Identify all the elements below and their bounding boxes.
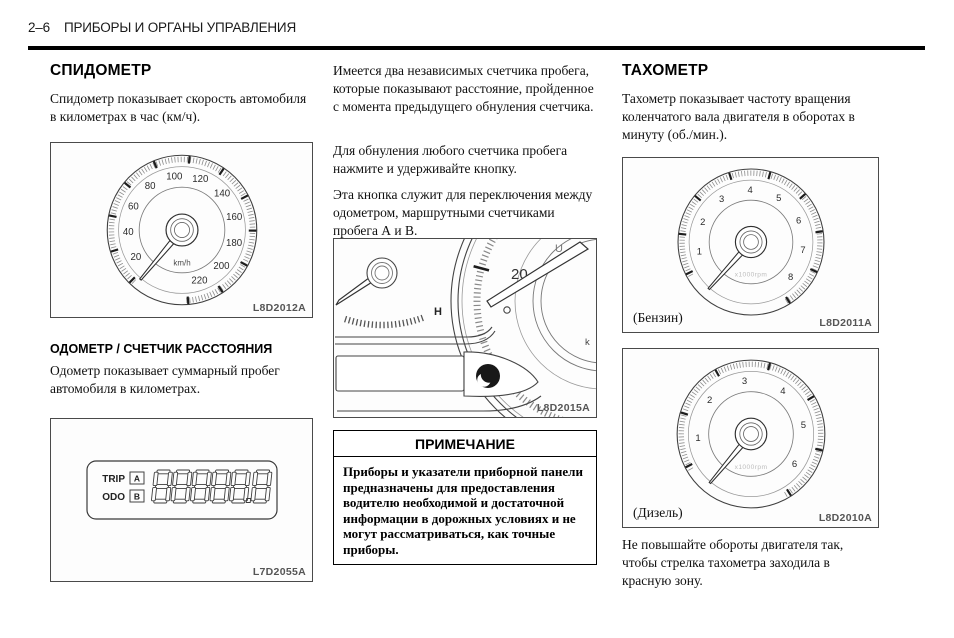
figure-code: L8D2011A <box>819 317 872 329</box>
svg-text:2: 2 <box>699 215 705 227</box>
rpm-unit-label: x1000rpm <box>734 271 767 279</box>
figure-code: L7D2055A <box>252 566 306 578</box>
cluster-closeup-drawing <box>335 239 596 417</box>
tachometer-petrol-figure <box>622 157 879 333</box>
odometer-heading: ОДОМЕТР / СЧЕТЧИК РАССТОЯНИЯ <box>50 342 273 356</box>
svg-text:6: 6 <box>795 214 801 226</box>
k-glyph: k <box>584 337 590 348</box>
svg-text:8: 8 <box>787 270 793 282</box>
svg-text:140: 140 <box>213 188 230 200</box>
svg-text:4: 4 <box>779 386 786 398</box>
tachometer-diesel-gauge <box>668 351 834 517</box>
svg-text:3: 3 <box>741 375 747 387</box>
u-glyph: U <box>554 243 563 255</box>
odometer-display <box>51 419 312 581</box>
trip-counter-text-3: Эта кнопка служит для переключения между одометром, маршрутными счетчиками пробега А и В. <box>333 187 593 238</box>
tachometer-diesel-figure <box>622 348 879 528</box>
trip-counter-text-2: Для обнуления любого счетчика пробега нажмите и удерживайте кнопку. <box>333 143 568 176</box>
tachometer-petrol-gauge <box>669 160 833 324</box>
page-number: 2–6 <box>28 20 50 35</box>
knob-housing <box>464 352 538 396</box>
svg-text:3: 3 <box>718 192 724 204</box>
svg-text:180: 180 <box>225 238 242 250</box>
note-body: Приборы и указатели приборной панели предназначены для предоставления водителю необходимой и достаточной информации в дорожных условиях и не могут рассматриваться, как точные приборы. <box>343 464 583 557</box>
chapter-title: ПРИБОРЫ И ОРГАНЫ УПРАВЛЕНИЯ <box>63 20 296 35</box>
speed-unit-label: km/h <box>172 258 191 268</box>
trip-counter-text-1: Имеется два независимых счетчика пробега, которые показывают расстояние, пройденное с момента предыдущего обнуления счетчика. <box>333 63 594 114</box>
header-rule <box>28 46 925 50</box>
speedometer-gauge <box>98 146 266 314</box>
svg-text:6: 6 <box>791 458 797 470</box>
svg-text:5: 5 <box>800 420 806 432</box>
figure-code: L8D2012A <box>252 302 306 314</box>
bold-tick <box>473 266 488 270</box>
display-window <box>336 356 464 391</box>
svg-text:2: 2 <box>706 395 712 407</box>
needle-tip-dot <box>503 307 509 313</box>
svg-text:60: 60 <box>127 201 139 213</box>
tachometer-text: Тахометр показывает частоту вращения коленчатого вала двигателя в оборотах в минуту (об./мин.). <box>622 91 855 142</box>
tachometer-heading: ТАХОМЕТР <box>622 62 709 79</box>
figure-code: L8D2015A <box>536 402 590 414</box>
speedometer-figure <box>50 142 313 318</box>
svg-text:1: 1 <box>694 433 701 445</box>
svg-text:220: 220 <box>190 275 208 287</box>
page-header <box>28 20 925 35</box>
svg-text:4: 4 <box>746 184 753 196</box>
rpm-unit-label: x1000rpm <box>734 463 767 471</box>
speed-20-label: 20 <box>510 266 528 283</box>
odometer-figure <box>50 418 313 582</box>
svg-text:80: 80 <box>144 181 155 193</box>
svg-text:5: 5 <box>775 191 781 203</box>
cluster-needle <box>487 242 588 307</box>
odometer-text: Одометр показывает суммарный пробег автомобиля в километрах. <box>50 363 280 396</box>
note-box <box>333 430 597 565</box>
odo-label: ODO <box>102 492 125 503</box>
fuel-type-caption: (Бензин) <box>633 310 683 325</box>
fuel-tick-arc <box>345 317 425 325</box>
fuel-type-caption: (Дизель) <box>633 505 683 520</box>
cluster-closeup-figure <box>333 238 597 418</box>
odo-key-letter: B <box>133 491 141 502</box>
redzone-warning-text: Не повышайте обороты двигателя так, чтобы стрелка тахометра заходила в красную зону. <box>622 537 844 588</box>
svg-text:160: 160 <box>225 211 242 223</box>
figure-code: L8D2010A <box>818 512 872 524</box>
svg-text:120: 120 <box>191 173 208 185</box>
svg-text:100: 100 <box>165 171 182 183</box>
svg-text:40: 40 <box>122 227 134 239</box>
speedometer-heading: СПИДОМЕТР <box>50 62 152 79</box>
trip-key-letter: A <box>133 473 141 484</box>
note-title: ПРИМЕЧАНИЕ <box>334 431 596 457</box>
svg-text:7: 7 <box>799 243 806 255</box>
svg-text:20: 20 <box>130 252 141 264</box>
speedometer-text: Спидометр показывает скорость автомобиля в километрах в час (км/ч). <box>50 91 307 124</box>
svg-text:1: 1 <box>696 245 702 257</box>
h-label: H <box>433 306 442 318</box>
svg-text:200: 200 <box>212 261 230 273</box>
trip-label: TRIP <box>102 474 125 485</box>
